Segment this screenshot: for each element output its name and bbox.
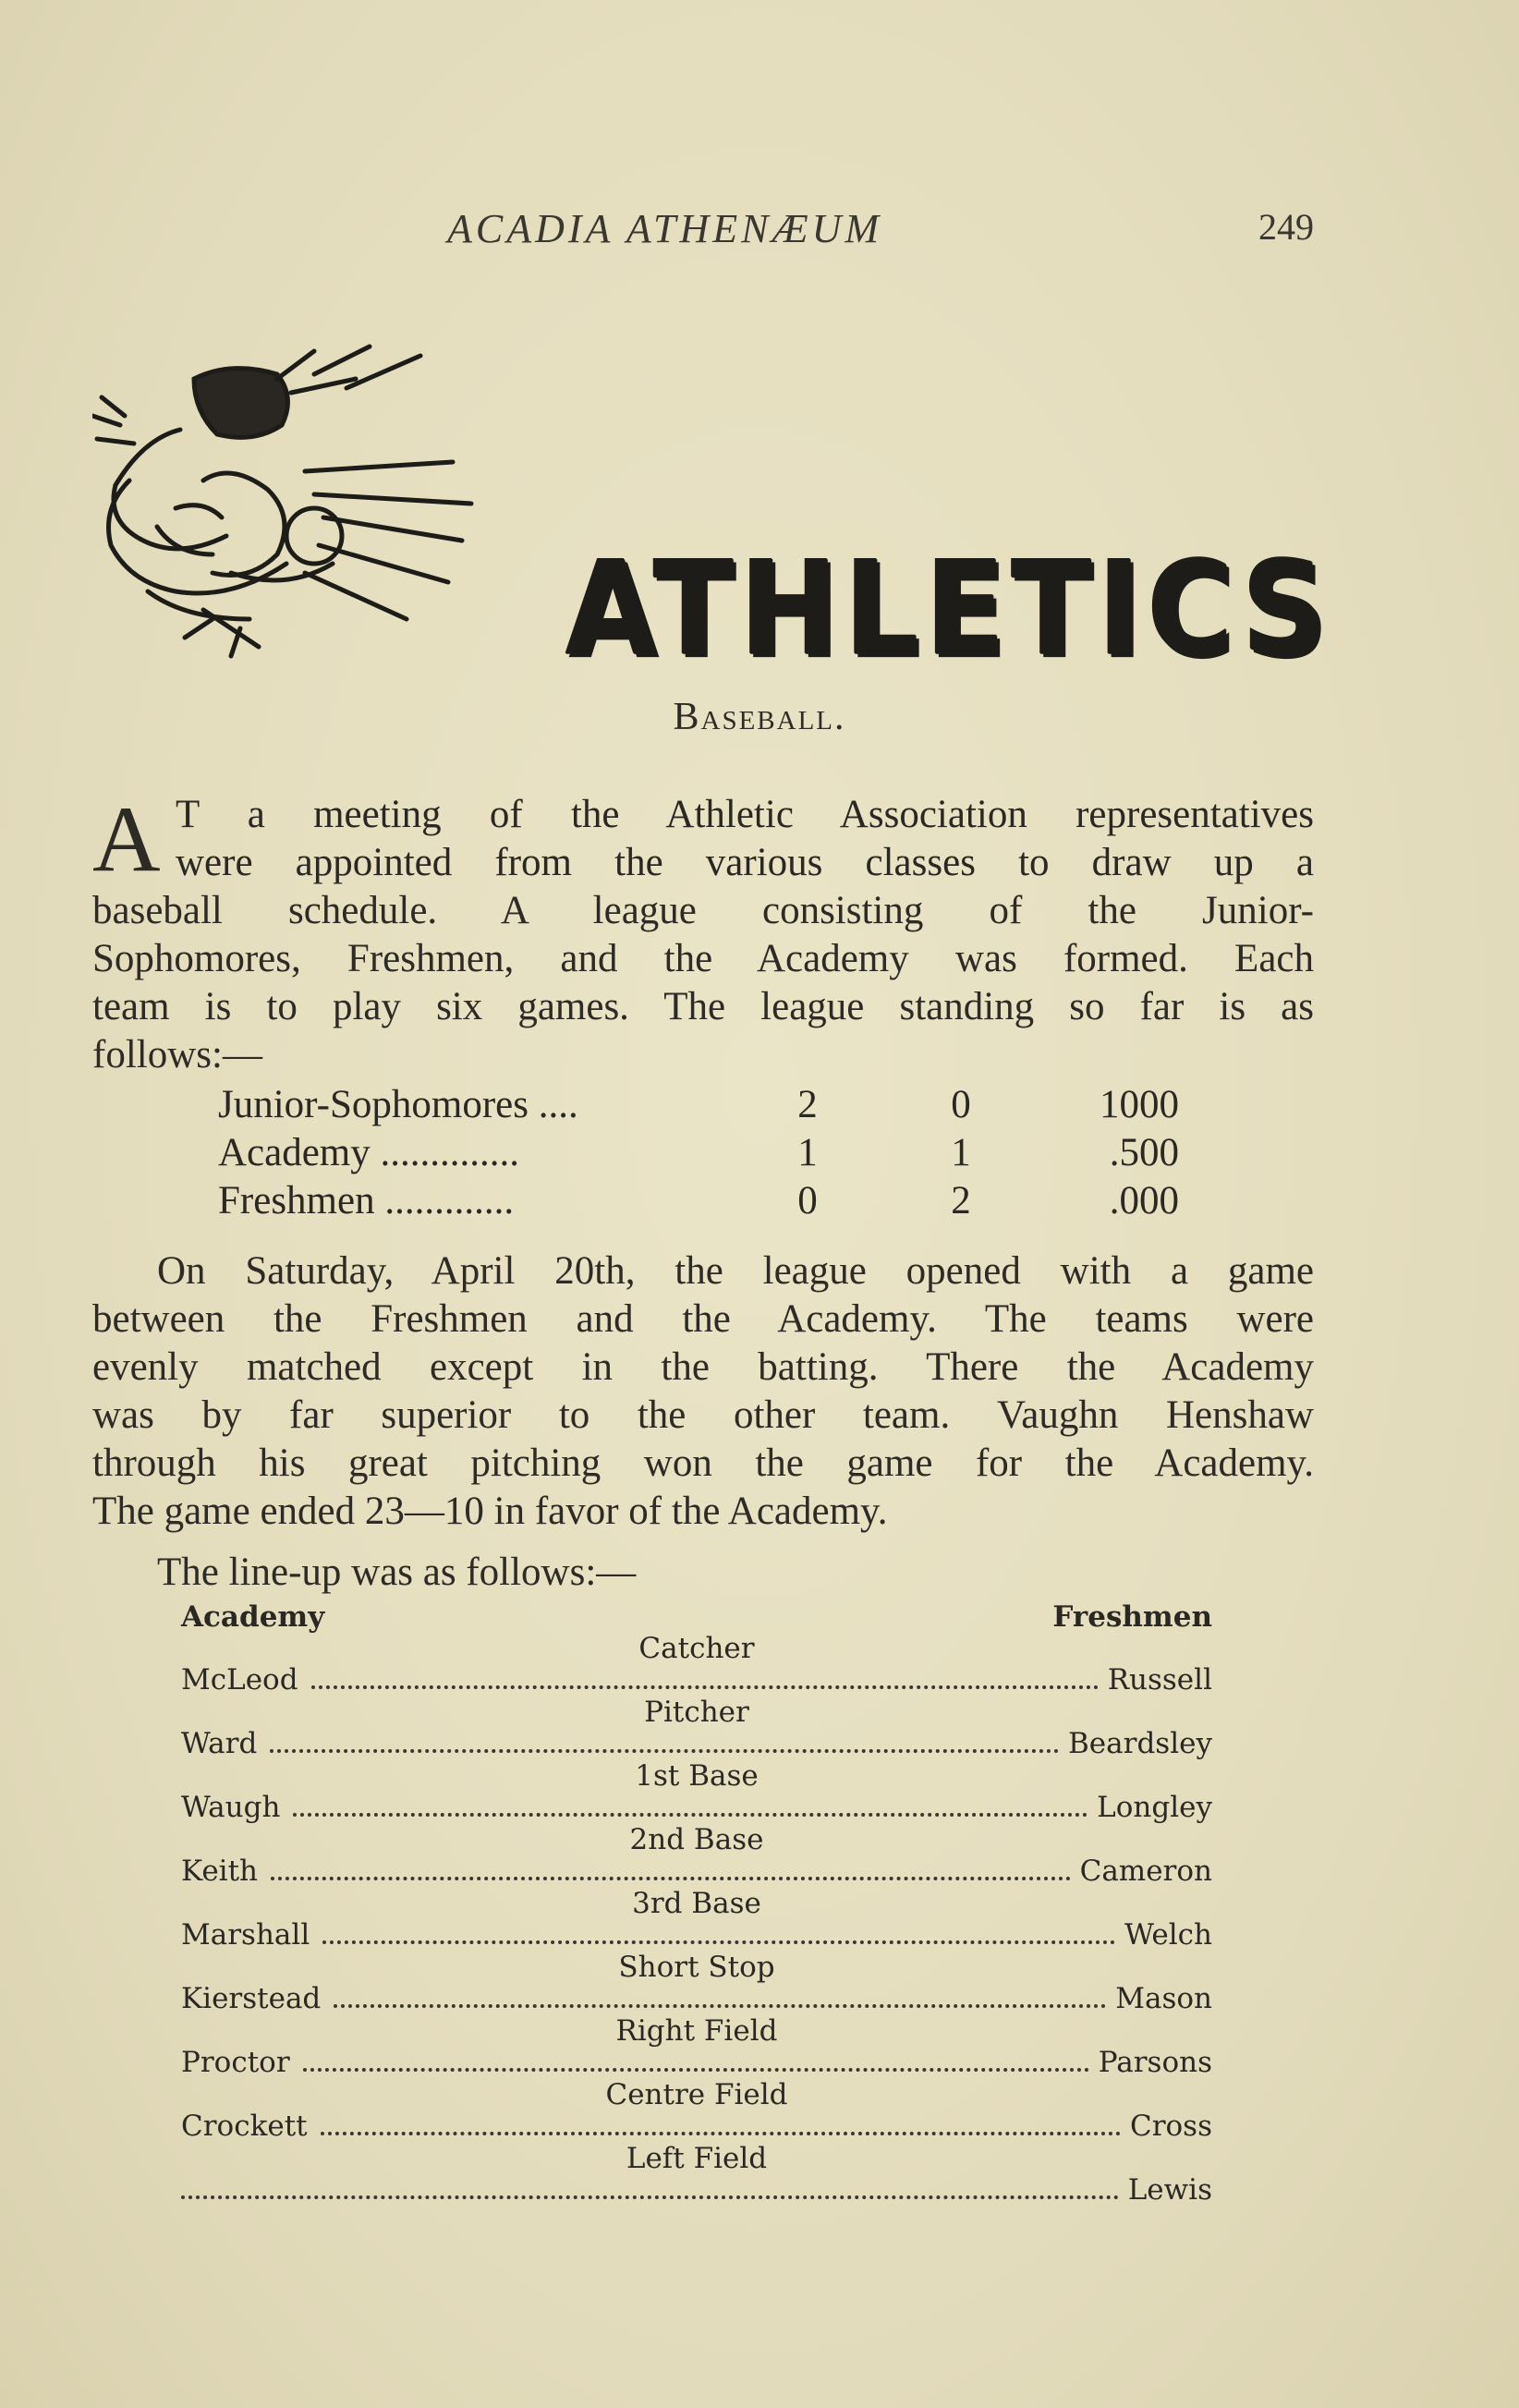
leader-dots bbox=[303, 2068, 1089, 2072]
lineup-row bbox=[181, 1791, 1212, 1828]
standings-won: 2 bbox=[797, 1083, 818, 1126]
leader-dots bbox=[271, 1877, 1071, 1880]
standings-team: Junior-Sophomores .... bbox=[218, 1083, 578, 1126]
position-label: 1st Base bbox=[635, 1759, 759, 1793]
leader-dots bbox=[311, 1685, 1099, 1689]
standings-pct: .500 bbox=[1109, 1131, 1179, 1174]
academy-player: Kierstead bbox=[181, 1982, 322, 2015]
freshmen-player: Cameron bbox=[1079, 1855, 1212, 1888]
position-label: Catcher bbox=[638, 1632, 755, 1665]
academy-player: Crockett bbox=[181, 2110, 308, 2143]
paragraph-line: team is to play six games. The league standing so far is as bbox=[92, 985, 1314, 1028]
leader-dots bbox=[181, 2195, 1119, 2199]
paragraph-line: Sophomores, Freshmen, and the Academy was formed. Each bbox=[92, 937, 1314, 980]
standings-lost: 2 bbox=[951, 1179, 971, 1222]
drop-cap: A bbox=[92, 787, 161, 892]
lineup-row bbox=[181, 2173, 1212, 2210]
page-header bbox=[0, 205, 1519, 261]
academy-player: McLeod bbox=[181, 1663, 298, 1697]
freshmen-column-header: Freshmen bbox=[1052, 1600, 1212, 1634]
paragraph-line: T a meeting of the Athletic Association representatives bbox=[176, 793, 1314, 836]
lineup-row bbox=[181, 1727, 1212, 1764]
leader-dots bbox=[293, 1813, 1088, 1817]
standings-row bbox=[218, 1177, 1234, 1225]
page-number: 249 bbox=[1258, 206, 1314, 248]
paragraph-line: were appointed from the various classes to draw up a bbox=[176, 841, 1314, 884]
standings-lost: 0 bbox=[951, 1083, 971, 1126]
paragraph-line: was by far superior to the other team. Vaughn Henshaw bbox=[92, 1393, 1314, 1437]
academy-player: Ward bbox=[181, 1727, 258, 1760]
leader-dots bbox=[270, 1749, 1059, 1753]
academy-player: Marshall bbox=[181, 1918, 310, 1952]
leader-dots bbox=[321, 2132, 1121, 2135]
freshmen-player: Beardsley bbox=[1068, 1727, 1212, 1760]
lineup-row bbox=[181, 1663, 1212, 1700]
position-label: Short Stop bbox=[618, 1951, 775, 1984]
freshmen-player: Cross bbox=[1129, 2110, 1212, 2143]
baseball-player-illustration bbox=[92, 342, 573, 684]
lineup-row bbox=[181, 1982, 1212, 2019]
freshmen-player: Lewis bbox=[1127, 2173, 1212, 2207]
standings-pct: .000 bbox=[1109, 1179, 1179, 1222]
standings-won: 1 bbox=[797, 1131, 818, 1174]
standings-row bbox=[218, 1129, 1234, 1177]
position-label: Right Field bbox=[615, 2014, 778, 2048]
standings-row bbox=[218, 1081, 1234, 1129]
athletics-title: ATHLETICS bbox=[565, 534, 1332, 686]
position-label: Left Field bbox=[626, 2142, 768, 2175]
paragraph-line: The game ended 23—10 in favor of the Academy. bbox=[92, 1490, 888, 1533]
paragraph-line: between the Freshmen and the Academy. The teams were bbox=[92, 1297, 1314, 1341]
position-label: 3rd Base bbox=[632, 1887, 761, 1920]
lineup-row bbox=[181, 2110, 1212, 2147]
paragraph-line: through his great pitching won the game for the Academy. bbox=[92, 1441, 1314, 1485]
leader-dots bbox=[322, 1940, 1115, 1944]
lineup-row bbox=[181, 1918, 1212, 1955]
position-label: Pitcher bbox=[644, 1696, 749, 1729]
standings-lost: 1 bbox=[951, 1131, 971, 1174]
freshmen-player: Mason bbox=[1115, 1982, 1212, 2015]
athletics-banner bbox=[92, 342, 1349, 684]
freshmen-player: Longley bbox=[1097, 1791, 1212, 1824]
academy-player: Proctor bbox=[181, 2046, 290, 2079]
paragraph-line: evenly matched except in the batting. There the Academy bbox=[92, 1345, 1314, 1389]
paragraph-line: baseball schedule. A league consisting of the Junior- bbox=[92, 889, 1314, 932]
freshmen-player: Russell bbox=[1107, 1663, 1212, 1697]
journal-title: ACADIA ATHENÆUM bbox=[447, 206, 883, 251]
lineup-row bbox=[181, 2046, 1212, 2083]
paragraph-line: On Saturday, April 20th, the league opened with a game bbox=[157, 1249, 1314, 1293]
paragraph-line: follows:— bbox=[92, 1033, 262, 1076]
leader-dots bbox=[334, 2004, 1106, 2008]
lineup-row bbox=[181, 1855, 1212, 1891]
standings-won: 0 bbox=[797, 1179, 818, 1222]
freshmen-player: Parsons bbox=[1098, 2046, 1212, 2079]
position-label: Centre Field bbox=[605, 2078, 788, 2111]
position-label: 2nd Base bbox=[629, 1823, 764, 1856]
lineup-intro: The line-up was as follows:— bbox=[157, 1551, 637, 1594]
standings-team: Freshmen ............. bbox=[218, 1179, 515, 1222]
standings-pct: 1000 bbox=[1100, 1083, 1179, 1126]
section-heading: Baseball. bbox=[673, 696, 846, 738]
academy-column-header: Academy bbox=[181, 1600, 325, 1634]
academy-player: Waugh bbox=[181, 1791, 281, 1824]
academy-player: Keith bbox=[181, 1855, 259, 1888]
standings-team: Academy .............. bbox=[218, 1131, 520, 1174]
freshmen-player: Welch bbox=[1124, 1918, 1212, 1952]
standings-table bbox=[218, 1081, 1234, 1225]
